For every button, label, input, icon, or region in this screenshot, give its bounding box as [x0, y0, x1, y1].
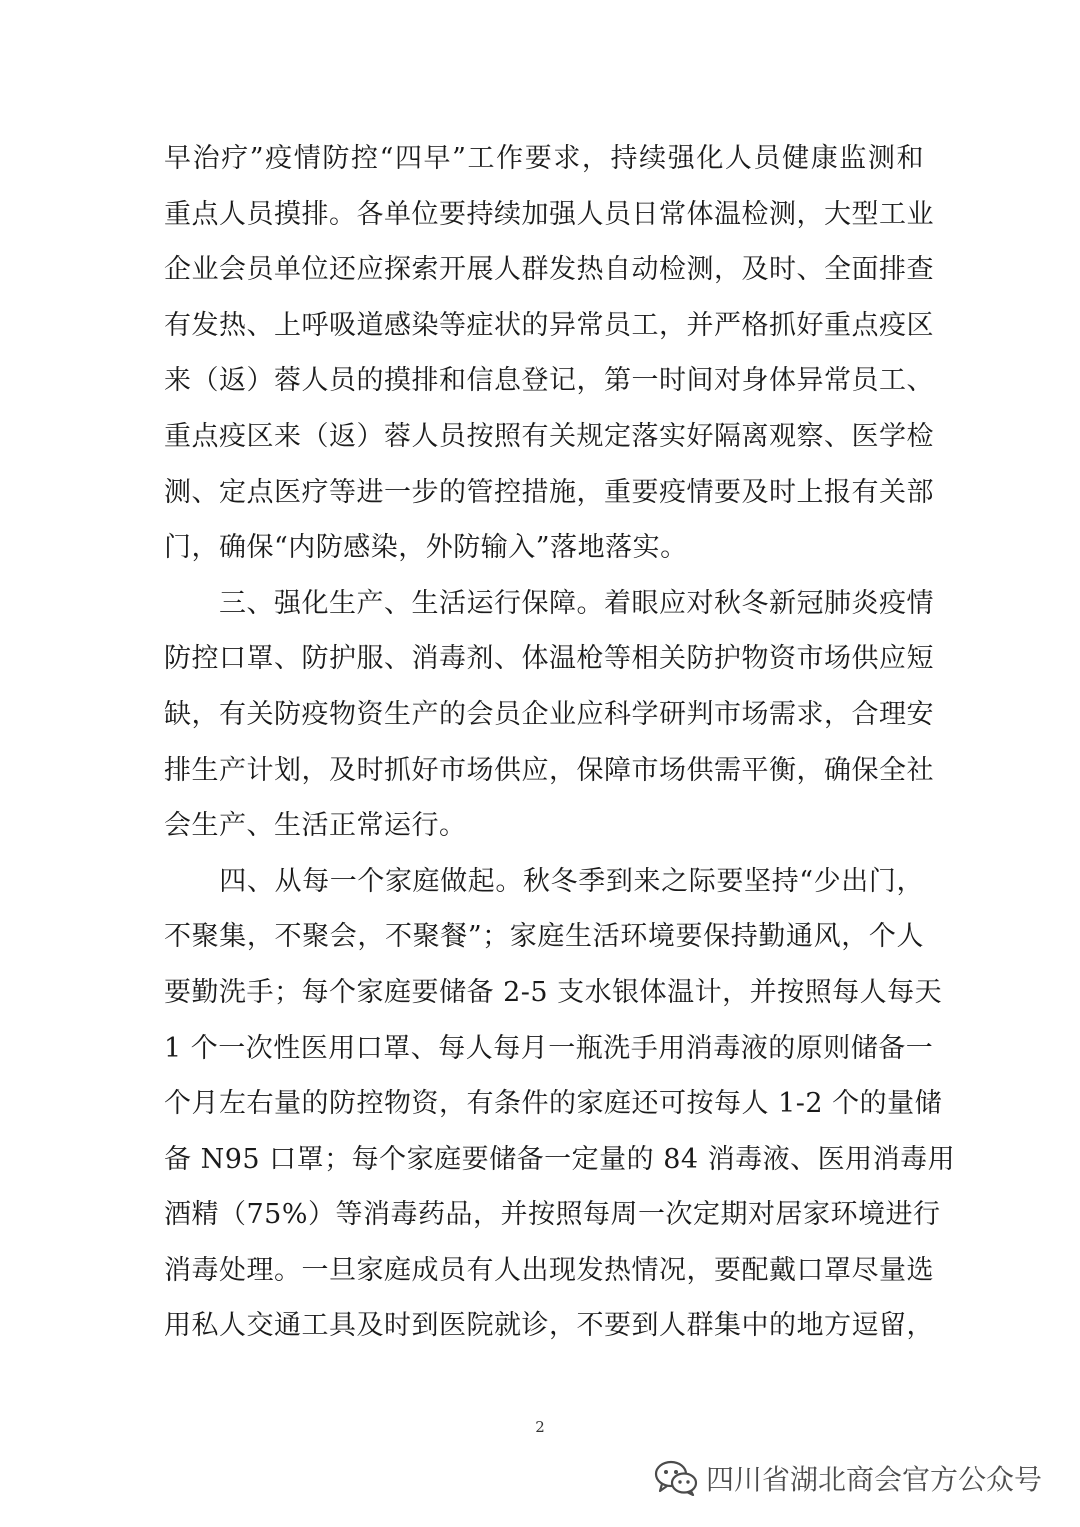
text-line: 会生产、生活正常运行。 — [164, 810, 467, 842]
text-line: 个月左右量的防控物资，有条件的家庭还可按每人 1-2 个的量储 — [164, 1088, 943, 1120]
text-line: 酒精（75%）等消毒药品，并按照每周一次定期对居家环境进行 — [164, 1199, 941, 1231]
text-line: 早治疗”疫情防控“四早”工作要求，持续强化人员健康监测和 — [164, 143, 924, 174]
wechat-icon — [654, 1460, 698, 1496]
text-line: 排生产计划，及时抓好市场供应，保障市场供需平衡，确保全社 — [164, 754, 934, 786]
text-line: 三、强化生产、生活运行保障。着眼应对秋冬新冠肺炎疫情 — [164, 587, 934, 619]
text-line: 备 N95 口罩；每个家庭要储备一定量的 84 消毒液、医用消毒用 — [164, 1143, 956, 1175]
text-line: 防控口罩、防护服、消毒剂、体温枪等相关防护物资市场供应短 — [164, 643, 934, 675]
text-line: 不聚集，不聚会，不聚餐”；家庭生活环境要保持勤通风，个人 — [164, 921, 924, 953]
text-line: 企业会员单位还应探索开展人群发热自动检测，及时、全面排查 — [164, 254, 934, 286]
text-line: 门，确保“内防感染，外防输入”落地落实。 — [164, 532, 688, 564]
text-line: 有发热、上呼吸道感染等症状的异常员工，并严格抓好重点疫区 — [164, 309, 934, 341]
watermark — [654, 1458, 1042, 1498]
page-number: 2 — [535, 1418, 545, 1436]
text-line: 消毒处理。一旦家庭成员有人出现发热情况，要配戴口罩尽量选 — [164, 1254, 934, 1286]
text-line: 1 个一次性医用口罩、每人每月一瓶洗手用消毒液的原则储备一 — [164, 1032, 934, 1064]
text-line: 要勤洗手；每个家庭要储备 2-5 支水银体温计，并按照每人每天 — [164, 976, 943, 1008]
text-line: 来（返）蓉人员的摸排和信息登记，第一时间对身体异常员工、 — [164, 365, 934, 397]
text-line: 四、从每一个家庭做起。秋冬季到来之际要坚持“少出门， — [164, 865, 924, 897]
text-line: 用私人交通工具及时到医院就诊，不要到人群集中的地方逗留， — [164, 1310, 934, 1342]
text-line: 测、定点医疗等进一步的管控措施，重要疫情要及时上报有关部 — [164, 476, 934, 508]
text-line: 缺，有关防疫物资生产的会员企业应科学研判市场需求，合理安 — [164, 698, 934, 730]
text-line: 重点人员摸排。各单位要持续加强人员日常体温检测，大型工业 — [164, 198, 934, 230]
body-text — [164, 131, 956, 1354]
text-line: 重点疫区来（返）蓉人员按照有关规定落实好隔离观察、医学检 — [164, 420, 934, 452]
watermark-text: 四川省湖北商会官方公众号 — [705, 1463, 1042, 1496]
